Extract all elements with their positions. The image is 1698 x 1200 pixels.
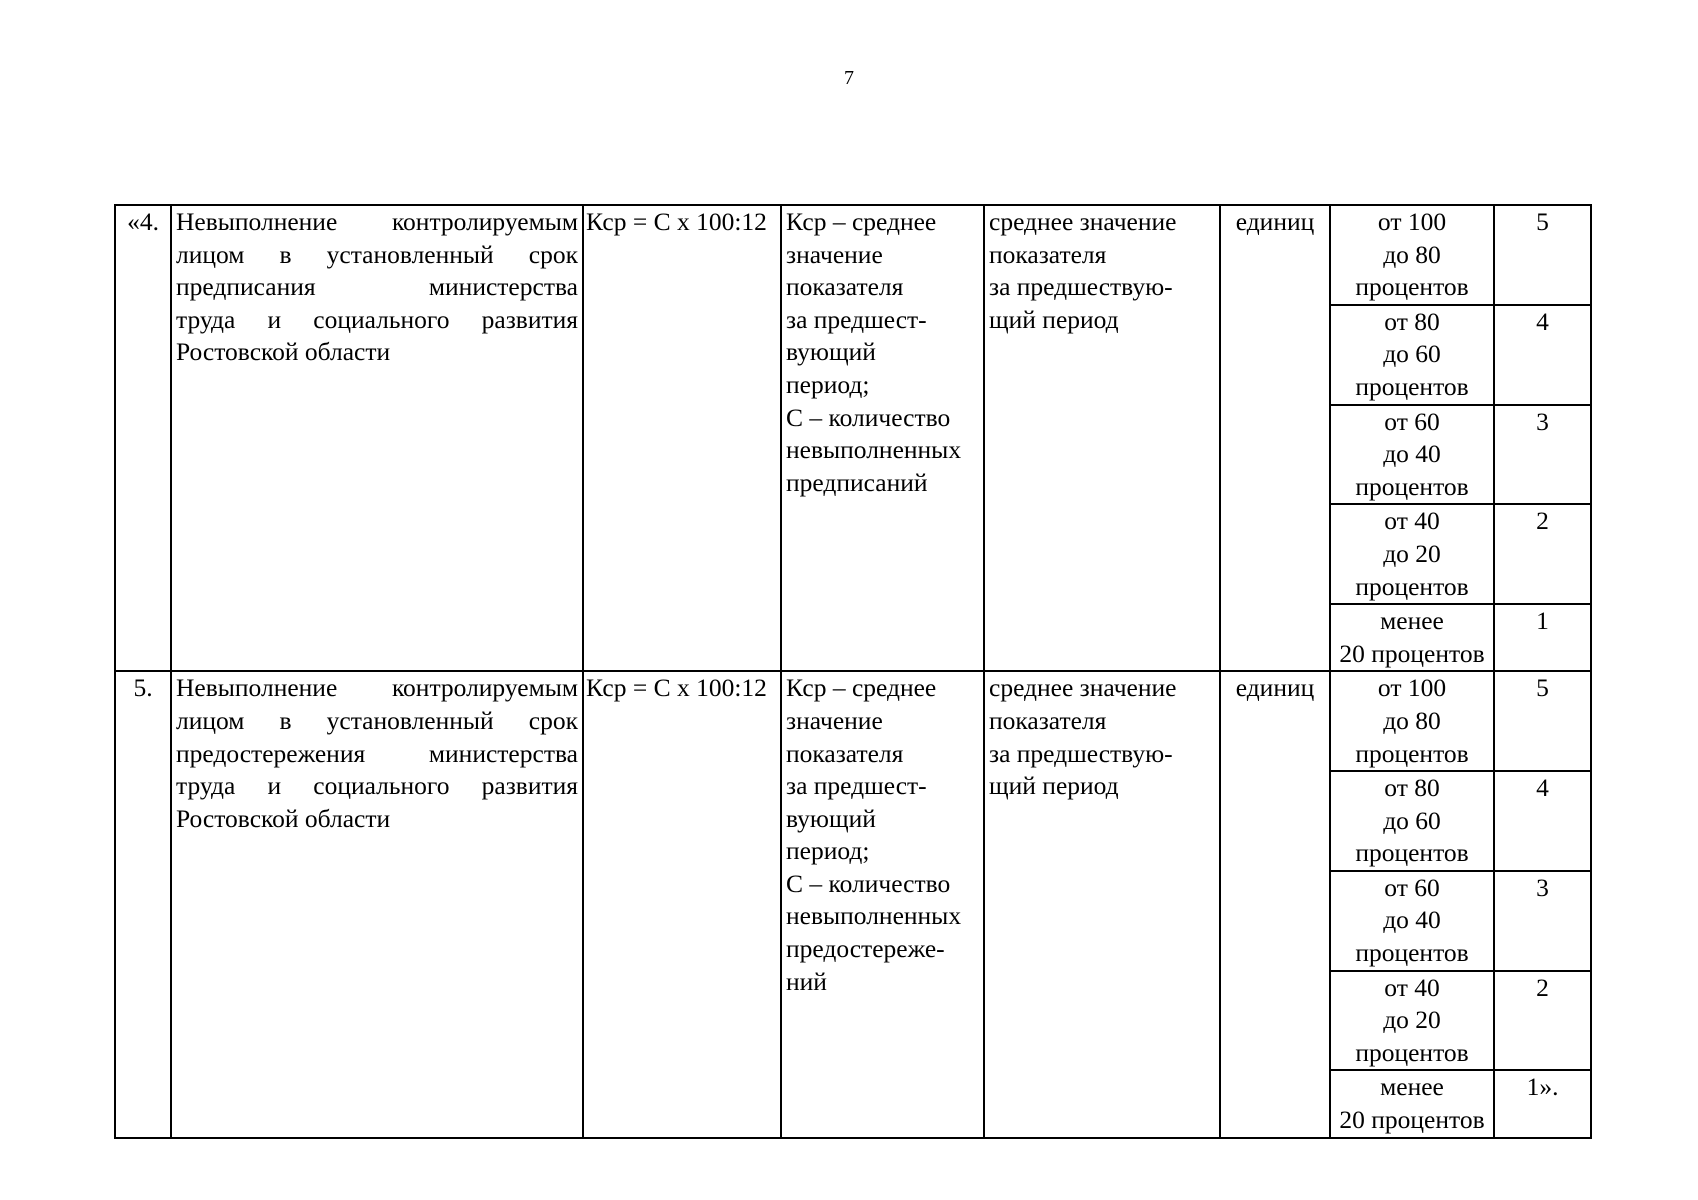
- indicator-name: Невыполнение контролируемым лицом в установленный срок предписания министерства труда и социального развития Ростовской области: [171, 205, 583, 671]
- page-number: 7: [844, 67, 854, 89]
- unit: единиц: [1220, 671, 1330, 1137]
- formula-definition: Ксp – среднее значение показателя за предшест- вующий период; С – количество невыполненных предостереже- ний: [781, 671, 984, 1137]
- range-cell: от 40 до 20 процентов: [1330, 504, 1494, 604]
- range-cell: менее 20 процентов: [1330, 604, 1494, 671]
- formula: Ксp = С х 100:12: [583, 205, 781, 671]
- base-value: среднее значение показателя за предшествую- щий период: [984, 205, 1220, 671]
- score-cell: 5: [1494, 205, 1591, 305]
- score-cell: 4: [1494, 771, 1591, 871]
- formula-definition: Ксp – среднее значение показателя за предшест- вующий период; С – количество невыполненных предписаний: [781, 205, 984, 671]
- range-cell: от 40 до 20 процентов: [1330, 971, 1494, 1071]
- score-cell: 4: [1494, 305, 1591, 405]
- table-row: [115, 671, 1591, 771]
- table-row: [115, 205, 1591, 305]
- range-cell: менее 20 процентов: [1330, 1070, 1494, 1137]
- formula: Ксp = С х 100:12: [583, 671, 781, 1137]
- range-cell: от 80 до 60 процентов: [1330, 305, 1494, 405]
- score-cell: 2: [1494, 504, 1591, 604]
- range-cell: от 60 до 40 процентов: [1330, 871, 1494, 971]
- score-cell: 5: [1494, 671, 1591, 771]
- score-cell: 1».: [1494, 1070, 1591, 1137]
- score-cell: 3: [1494, 405, 1591, 505]
- score-cell: 3: [1494, 871, 1591, 971]
- row-number: «4.: [115, 205, 171, 671]
- range-cell: от 100 до 80 процентов: [1330, 205, 1494, 305]
- range-cell: от 80 до 60 процентов: [1330, 771, 1494, 871]
- score-cell: 1: [1494, 604, 1591, 671]
- base-value: среднее значение показателя за предшествую- щий период: [984, 671, 1220, 1137]
- score-cell: 2: [1494, 971, 1591, 1071]
- row-number: 5.: [115, 671, 171, 1137]
- indicator-table: [114, 204, 1592, 1139]
- unit: единиц: [1220, 205, 1330, 671]
- range-cell: от 100 до 80 процентов: [1330, 671, 1494, 771]
- indicator-name: Невыполнение контролируемым лицом в установленный срок предостережения министерства труда и социального развития Ростовской области: [171, 671, 583, 1137]
- range-cell: от 60 до 40 процентов: [1330, 405, 1494, 505]
